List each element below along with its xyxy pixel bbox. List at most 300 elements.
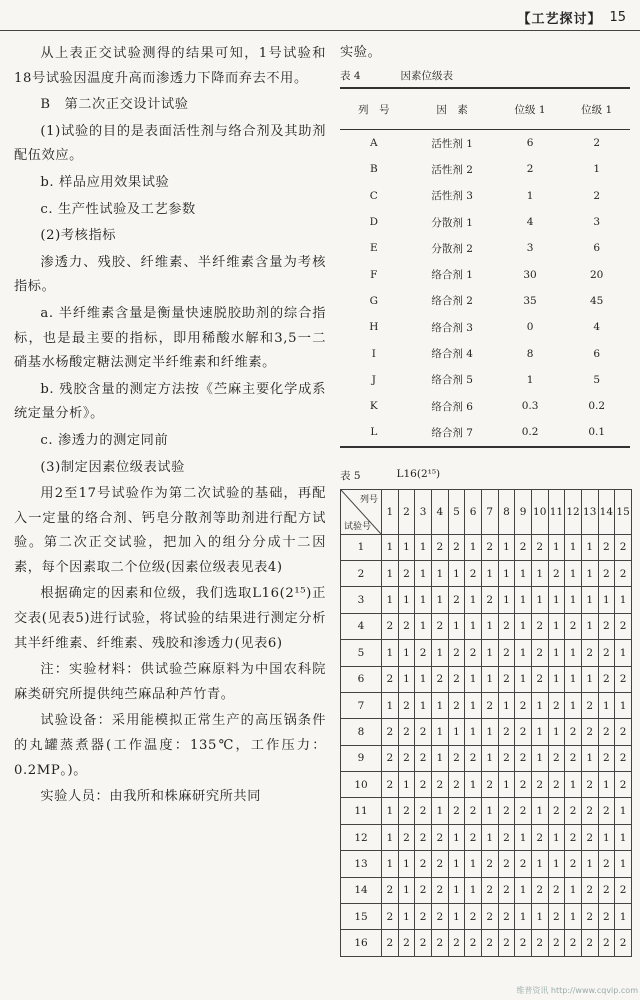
table-cell: 2 xyxy=(515,692,532,718)
table4-header-cell: 位级 1 xyxy=(514,103,546,116)
table-cell: 2 xyxy=(415,904,432,930)
table-cell: 8 xyxy=(526,347,534,360)
table-row xyxy=(341,640,632,666)
table-cell: 2 xyxy=(448,534,465,560)
trial-number-cell: 15 xyxy=(341,904,382,930)
table-cell: 2 xyxy=(581,904,598,930)
table-cell: 2 xyxy=(498,877,515,903)
table-cell: 1 xyxy=(515,613,532,639)
table-cell: 2 xyxy=(531,877,548,903)
table-cell: 1 xyxy=(531,904,548,930)
table-cell: 2 xyxy=(515,772,532,798)
table-cell: 1 xyxy=(615,587,632,613)
table-cell: D xyxy=(369,216,379,229)
paragraph: 从上表正交试验测得的结果可知，1号试验和18号试验因温度升高而渗透力下降而弃去不用。 xyxy=(14,46,326,86)
table-cell: H xyxy=(369,321,379,334)
table-cell: 2 xyxy=(448,798,465,824)
table-cell: 2 xyxy=(615,613,632,639)
table-cell: 1 xyxy=(481,745,498,771)
table-cell: 络合剂 6 xyxy=(431,400,473,413)
table-cell: 1 xyxy=(526,373,534,386)
table-cell: 2 xyxy=(548,798,565,824)
table-cell: 2 xyxy=(515,851,532,877)
table-cell: L xyxy=(370,426,378,439)
table-row xyxy=(341,613,632,639)
table4-header-cell: 因 素 xyxy=(436,103,468,116)
table-cell: 1 xyxy=(415,534,432,560)
paragraph: b. 残胶含量的测定方法按《苎麻主要化学成系统定量分析》。 xyxy=(14,381,326,422)
table-cell: 0.2 xyxy=(521,426,539,439)
table5-column-header: 1 xyxy=(382,489,399,534)
paragraph: 渗透力、残胶、纤维素、半纤维素含量为考核指标。 xyxy=(14,254,326,295)
table-cell: 2 xyxy=(382,772,399,798)
table-cell: 1 xyxy=(465,877,482,903)
table-cell: 1 xyxy=(481,824,498,850)
table-cell: 1 xyxy=(515,560,532,586)
table-cell: 2 xyxy=(481,930,498,956)
table-cell: 1 xyxy=(531,798,548,824)
table-cell: E xyxy=(369,242,378,255)
table-cell: 2 xyxy=(398,930,415,956)
table-cell: 1 xyxy=(548,719,565,745)
table-cell: 1 xyxy=(465,587,482,613)
table-cell: 2 xyxy=(593,189,601,202)
table5-column-header: 10 xyxy=(531,489,548,534)
table-cell: 2 xyxy=(565,798,582,824)
table-cell: 2 xyxy=(431,772,448,798)
table-cell: 1 xyxy=(448,613,465,639)
table-cell: K xyxy=(369,400,378,413)
table-row xyxy=(341,745,632,771)
table-row xyxy=(340,419,630,446)
table-cell: 2 xyxy=(382,719,399,745)
table-cell: 2 xyxy=(415,930,432,956)
table-cell: 45 xyxy=(589,294,604,307)
table-cell: 1 xyxy=(548,640,565,666)
table5-column-header: 4 xyxy=(431,489,448,534)
table-cell: 2 xyxy=(431,851,448,877)
table-cell: 2 xyxy=(431,824,448,850)
table4-title: 因素位级表 xyxy=(400,70,454,82)
table-cell: C xyxy=(369,189,378,202)
paragraph: a. 半纤维素含量是衡量快速脱胶助剂的综合指标，也是最主要的指标，即用稀酸水解和3,5一二硝基水杨酸定糖法测定半纤维素和纤维素。 xyxy=(14,305,326,371)
table-cell: 2 xyxy=(531,930,548,956)
table-cell: 1 xyxy=(615,904,632,930)
table5-column-header: 15 xyxy=(615,489,632,534)
table-cell: 2 xyxy=(448,587,465,613)
table-cell: 1 xyxy=(615,798,632,824)
table4-header-cell: 位级 1 xyxy=(581,103,613,116)
table-cell: 2 xyxy=(448,745,465,771)
paragraph: c. 渗透力的测定同前 xyxy=(40,432,169,448)
table-cell: 0.1 xyxy=(588,426,606,439)
table-cell: 1 xyxy=(431,692,448,718)
table-cell: 2 xyxy=(581,798,598,824)
table-cell: 2 xyxy=(598,534,615,560)
table-cell: 2 xyxy=(498,851,515,877)
table-cell: 2 xyxy=(581,692,598,718)
table-cell: 2 xyxy=(465,824,482,850)
trial-number-cell: 14 xyxy=(341,877,382,903)
table-cell: 2 xyxy=(531,534,548,560)
table-row xyxy=(341,877,632,903)
paragraph: (1)试验的目的是表面活性剂与络合剂及其助剂配伍效应。 xyxy=(14,123,326,164)
table-cell: 2 xyxy=(465,904,482,930)
table5-corner-cell xyxy=(341,489,382,534)
trial-number-cell: 10 xyxy=(341,772,382,798)
table-cell: 1 xyxy=(531,560,548,586)
table-cell: 2 xyxy=(398,745,415,771)
trial-number-cell: 13 xyxy=(341,851,382,877)
table5-column-header: 8 xyxy=(498,489,515,534)
table-cell: 2 xyxy=(498,798,515,824)
table-cell: 1 xyxy=(382,851,399,877)
table-row xyxy=(341,534,632,560)
table-cell: 2 xyxy=(415,877,432,903)
table-cell: 2 xyxy=(615,772,632,798)
trial-number-cell: 7 xyxy=(341,692,382,718)
table-cell: 1 xyxy=(581,560,598,586)
table-cell: 2 xyxy=(448,692,465,718)
table-cell: 6 xyxy=(593,347,601,360)
table-cell: A xyxy=(370,137,378,150)
table-cell: 1 xyxy=(431,560,448,586)
table-cell: 1 xyxy=(615,851,632,877)
table-cell: 2 xyxy=(615,666,632,692)
table-cell: 2 xyxy=(581,877,598,903)
table-row xyxy=(341,772,632,798)
table-cell: 1 xyxy=(481,798,498,824)
table-cell: 2 xyxy=(431,666,448,692)
table-cell: 1 xyxy=(448,560,465,586)
table-cell: 1 xyxy=(382,534,399,560)
table-cell: 络合剂 4 xyxy=(431,348,473,361)
table-cell: 2 xyxy=(498,666,515,692)
factor-level-table xyxy=(340,87,630,448)
table-cell: 1 xyxy=(498,587,515,613)
table-cell: 2 xyxy=(598,745,615,771)
table-cell: 2 xyxy=(598,613,615,639)
table-cell: 2 xyxy=(465,640,482,666)
table-row xyxy=(341,587,632,613)
table-cell: 0.3 xyxy=(521,400,539,413)
table-cell: 1 xyxy=(565,772,582,798)
table-cell: 2 xyxy=(515,745,532,771)
table-cell: 1 xyxy=(415,666,432,692)
table-cell: 络合剂 1 xyxy=(431,269,473,282)
table-row xyxy=(340,393,630,419)
table-cell: 1 xyxy=(448,851,465,877)
table-cell: 1 xyxy=(531,851,548,877)
table-cell: 2 xyxy=(598,719,615,745)
table-cell: 1 xyxy=(448,877,465,903)
table-cell: 2 xyxy=(548,930,565,956)
table-cell: 2 xyxy=(498,930,515,956)
table-cell: 1 xyxy=(415,613,432,639)
table-cell: 2 xyxy=(431,613,448,639)
table-cell: 2 xyxy=(615,930,632,956)
table-cell: 1 xyxy=(382,824,399,850)
corner-column-label: 列号 xyxy=(359,494,378,505)
table-cell: 2 xyxy=(531,772,548,798)
table-cell: 2 xyxy=(398,613,415,639)
table-cell: 2 xyxy=(615,877,632,903)
table-cell: 2 xyxy=(481,692,498,718)
table-row xyxy=(341,666,632,692)
table-cell: 2 xyxy=(382,930,399,956)
table-row xyxy=(340,209,630,235)
table-cell: 1 xyxy=(398,640,415,666)
table-cell: 1 xyxy=(431,798,448,824)
table-cell: 1 xyxy=(465,719,482,745)
table-cell: G xyxy=(369,294,378,307)
table5-column-header: 9 xyxy=(515,489,532,534)
table-cell: 1 xyxy=(498,560,515,586)
table-cell: 2 xyxy=(598,851,615,877)
table-cell: 1 xyxy=(498,534,515,560)
table-cell: 1 xyxy=(481,640,498,666)
table-row xyxy=(341,719,632,745)
table-cell: 1 xyxy=(531,587,548,613)
table-row xyxy=(340,314,630,340)
table-cell: 1 xyxy=(465,534,482,560)
table-cell: 1 xyxy=(398,587,415,613)
table-cell: 1 xyxy=(515,904,532,930)
table-cell: 1 xyxy=(382,560,399,586)
table5-title: L16(2¹⁵) xyxy=(396,467,441,480)
table5-column-header: 12 xyxy=(565,489,582,534)
table-cell: 2 xyxy=(398,719,415,745)
table-cell: 2 xyxy=(398,560,415,586)
table-cell: 活性剂 3 xyxy=(431,190,473,203)
table-cell: 1 xyxy=(448,904,465,930)
table-cell: 1 xyxy=(615,692,632,718)
trial-number-cell: 1 xyxy=(341,534,382,560)
table-cell: 2 xyxy=(448,640,465,666)
table-cell: 1 xyxy=(565,666,582,692)
table-cell: 1 xyxy=(398,772,415,798)
table-cell: 2 xyxy=(548,877,565,903)
left-column xyxy=(14,42,326,810)
table-row xyxy=(340,288,630,314)
table-cell: 2 xyxy=(515,534,532,560)
table-cell: 1 xyxy=(565,534,582,560)
table-cell: 1 xyxy=(526,189,534,202)
table-cell: 2 xyxy=(431,930,448,956)
table-cell: 1 xyxy=(565,904,582,930)
table-cell: 2 xyxy=(548,692,565,718)
table-cell: 1 xyxy=(581,851,598,877)
watermark-line-1: 维普资讯 http://www.cqvip.com xyxy=(516,986,638,995)
table-cell: 1 xyxy=(465,666,482,692)
table-cell: 1 xyxy=(448,824,465,850)
table-cell: 2 xyxy=(481,772,498,798)
table-cell: 1 xyxy=(398,851,415,877)
table-cell: 2 xyxy=(615,560,632,586)
table-cell: 1 xyxy=(515,587,532,613)
table-cell: 2 xyxy=(526,163,534,176)
table-cell: 2 xyxy=(448,666,465,692)
table-cell: 2 xyxy=(498,824,515,850)
table-cell: 2 xyxy=(481,534,498,560)
table-cell: 2 xyxy=(398,692,415,718)
table-cell: 2 xyxy=(398,798,415,824)
paragraph: (2)考核指标 xyxy=(40,228,117,244)
section-title: 【工艺探讨】 xyxy=(517,11,602,27)
table-cell: 2 xyxy=(548,560,565,586)
table-row xyxy=(341,904,632,930)
table-cell: 2 xyxy=(382,666,399,692)
right-column xyxy=(340,42,632,957)
table5-caption xyxy=(340,468,632,483)
paragraph: 用2至17号试验作为第二次试验的基础，再配入一定量的络合剂、钙皂分散剂等助剂进行配方试验。第二次正交试验，把加入的组分分成十二因素，每个因素取二个位级(因素位级表见表4) xyxy=(14,486,326,575)
table-cell: 2 xyxy=(431,904,448,930)
table4-label: 表 4 xyxy=(340,70,361,82)
table-cell: 络合剂 2 xyxy=(431,295,473,308)
table-row xyxy=(341,798,632,824)
table-cell: 2 xyxy=(498,745,515,771)
table-cell: 2 xyxy=(481,877,498,903)
table-cell: 1 xyxy=(531,745,548,771)
table-row xyxy=(340,235,630,261)
table-cell: 2 xyxy=(548,745,565,771)
table-cell: 2 xyxy=(398,824,415,850)
table-cell: 2 xyxy=(598,640,615,666)
table-cell: 1 xyxy=(548,666,565,692)
table5-column-header: 14 xyxy=(598,489,615,534)
table-cell: 1 xyxy=(548,613,565,639)
table-cell: 2 xyxy=(598,666,615,692)
table-cell: 1 xyxy=(581,613,598,639)
table-cell: B xyxy=(369,163,378,176)
table-cell: 0 xyxy=(526,321,534,334)
table-cell: 1 xyxy=(548,534,565,560)
table-cell: 2 xyxy=(581,719,598,745)
table-cell: 2 xyxy=(498,719,515,745)
table-cell: 1 xyxy=(598,772,615,798)
paragraph: 注：实验材料：供试验苎麻原料为中国农科院麻类研究所提供纯苎麻品种芦竹青。 xyxy=(14,662,326,702)
table-row xyxy=(340,130,630,157)
trial-number-cell: 16 xyxy=(341,930,382,956)
table-cell: 2 xyxy=(531,666,548,692)
table-cell: 分散剂 2 xyxy=(431,242,473,255)
table-cell: 络合剂 7 xyxy=(431,426,473,439)
table-cell: 2 xyxy=(481,904,498,930)
table-cell: 1 xyxy=(415,692,432,718)
table-cell: 2 xyxy=(531,613,548,639)
trial-number-cell: 6 xyxy=(341,666,382,692)
table-cell: 1 xyxy=(448,719,465,745)
table-cell: 1 xyxy=(515,877,532,903)
table-cell: 1 xyxy=(465,692,482,718)
table5-body xyxy=(341,534,632,956)
paragraph: 实验人员：由我所和株麻研究所共同 xyxy=(40,789,261,805)
table-cell: 1 xyxy=(515,824,532,850)
table-cell: 2 xyxy=(431,877,448,903)
table-cell: 5 xyxy=(593,373,601,386)
table-cell: F xyxy=(370,268,378,281)
table5-column-header: 3 xyxy=(415,489,432,534)
table-cell: 2 xyxy=(565,613,582,639)
orthogonal-table xyxy=(340,489,632,957)
table-cell: 3 xyxy=(593,216,601,229)
table-row xyxy=(341,824,632,850)
table-cell: 2 xyxy=(448,930,465,956)
table-cell: 2 xyxy=(598,877,615,903)
page-number: 15 xyxy=(609,9,626,25)
table-cell: 2 xyxy=(382,745,399,771)
table4-header-row xyxy=(340,88,630,130)
table-cell: 2 xyxy=(415,798,432,824)
table-cell: 2 xyxy=(465,560,482,586)
table-cell: 4 xyxy=(593,321,601,334)
table-cell: 2 xyxy=(615,745,632,771)
table4-caption xyxy=(340,68,632,83)
table-row xyxy=(340,156,630,182)
table-cell: 2 xyxy=(465,930,482,956)
table-cell: 2 xyxy=(415,824,432,850)
table-cell: 1 xyxy=(431,640,448,666)
table-cell: 2 xyxy=(598,798,615,824)
table-cell: 35 xyxy=(523,294,537,307)
table-cell: 2 xyxy=(615,534,632,560)
table-cell: 2 xyxy=(465,798,482,824)
table5-header-row xyxy=(341,489,632,534)
table-cell: 1 xyxy=(431,587,448,613)
table-cell: 2 xyxy=(581,640,598,666)
table-cell: 0.2 xyxy=(588,400,606,413)
continuation-text: 实验。 xyxy=(340,45,382,60)
table-cell: 1 xyxy=(481,613,498,639)
trial-number-cell: 11 xyxy=(341,798,382,824)
table-cell: 1 xyxy=(531,692,548,718)
table-cell: 2 xyxy=(515,719,532,745)
table-cell: 2 xyxy=(498,640,515,666)
table-cell: 2 xyxy=(531,640,548,666)
running-header xyxy=(517,6,626,28)
table-cell: 1 xyxy=(498,772,515,798)
table-cell: 1 xyxy=(382,798,399,824)
table-cell: 2 xyxy=(598,560,615,586)
table-cell: 2 xyxy=(415,745,432,771)
table-cell: 6 xyxy=(593,242,601,255)
table-cell: 2 xyxy=(565,930,582,956)
table-row xyxy=(340,261,630,287)
table-cell: 1 xyxy=(565,587,582,613)
table-cell: 1 xyxy=(431,719,448,745)
table-cell: 1 xyxy=(565,560,582,586)
table5-column-header: 13 xyxy=(581,489,598,534)
table-cell: 1 xyxy=(581,534,598,560)
table-cell: 1 xyxy=(465,772,482,798)
table-cell: I xyxy=(371,347,376,360)
table-cell: 1 xyxy=(581,666,598,692)
table-cell: 4 xyxy=(526,216,534,229)
table-cell: 络合剂 3 xyxy=(431,321,473,334)
table-row xyxy=(340,367,630,393)
table-cell: 1 xyxy=(481,719,498,745)
watermark xyxy=(516,986,638,996)
paragraph: (3)制定因素位级表试验 xyxy=(40,459,185,475)
table-cell: 1 xyxy=(531,719,548,745)
table-cell: 1 xyxy=(465,851,482,877)
table-cell: 2 xyxy=(548,904,565,930)
table-cell: 1 xyxy=(565,692,582,718)
table-cell: 1 xyxy=(431,745,448,771)
table-cell: 1 xyxy=(565,877,582,903)
table-cell: 1 xyxy=(481,560,498,586)
table-cell: 络合剂 5 xyxy=(431,374,473,387)
